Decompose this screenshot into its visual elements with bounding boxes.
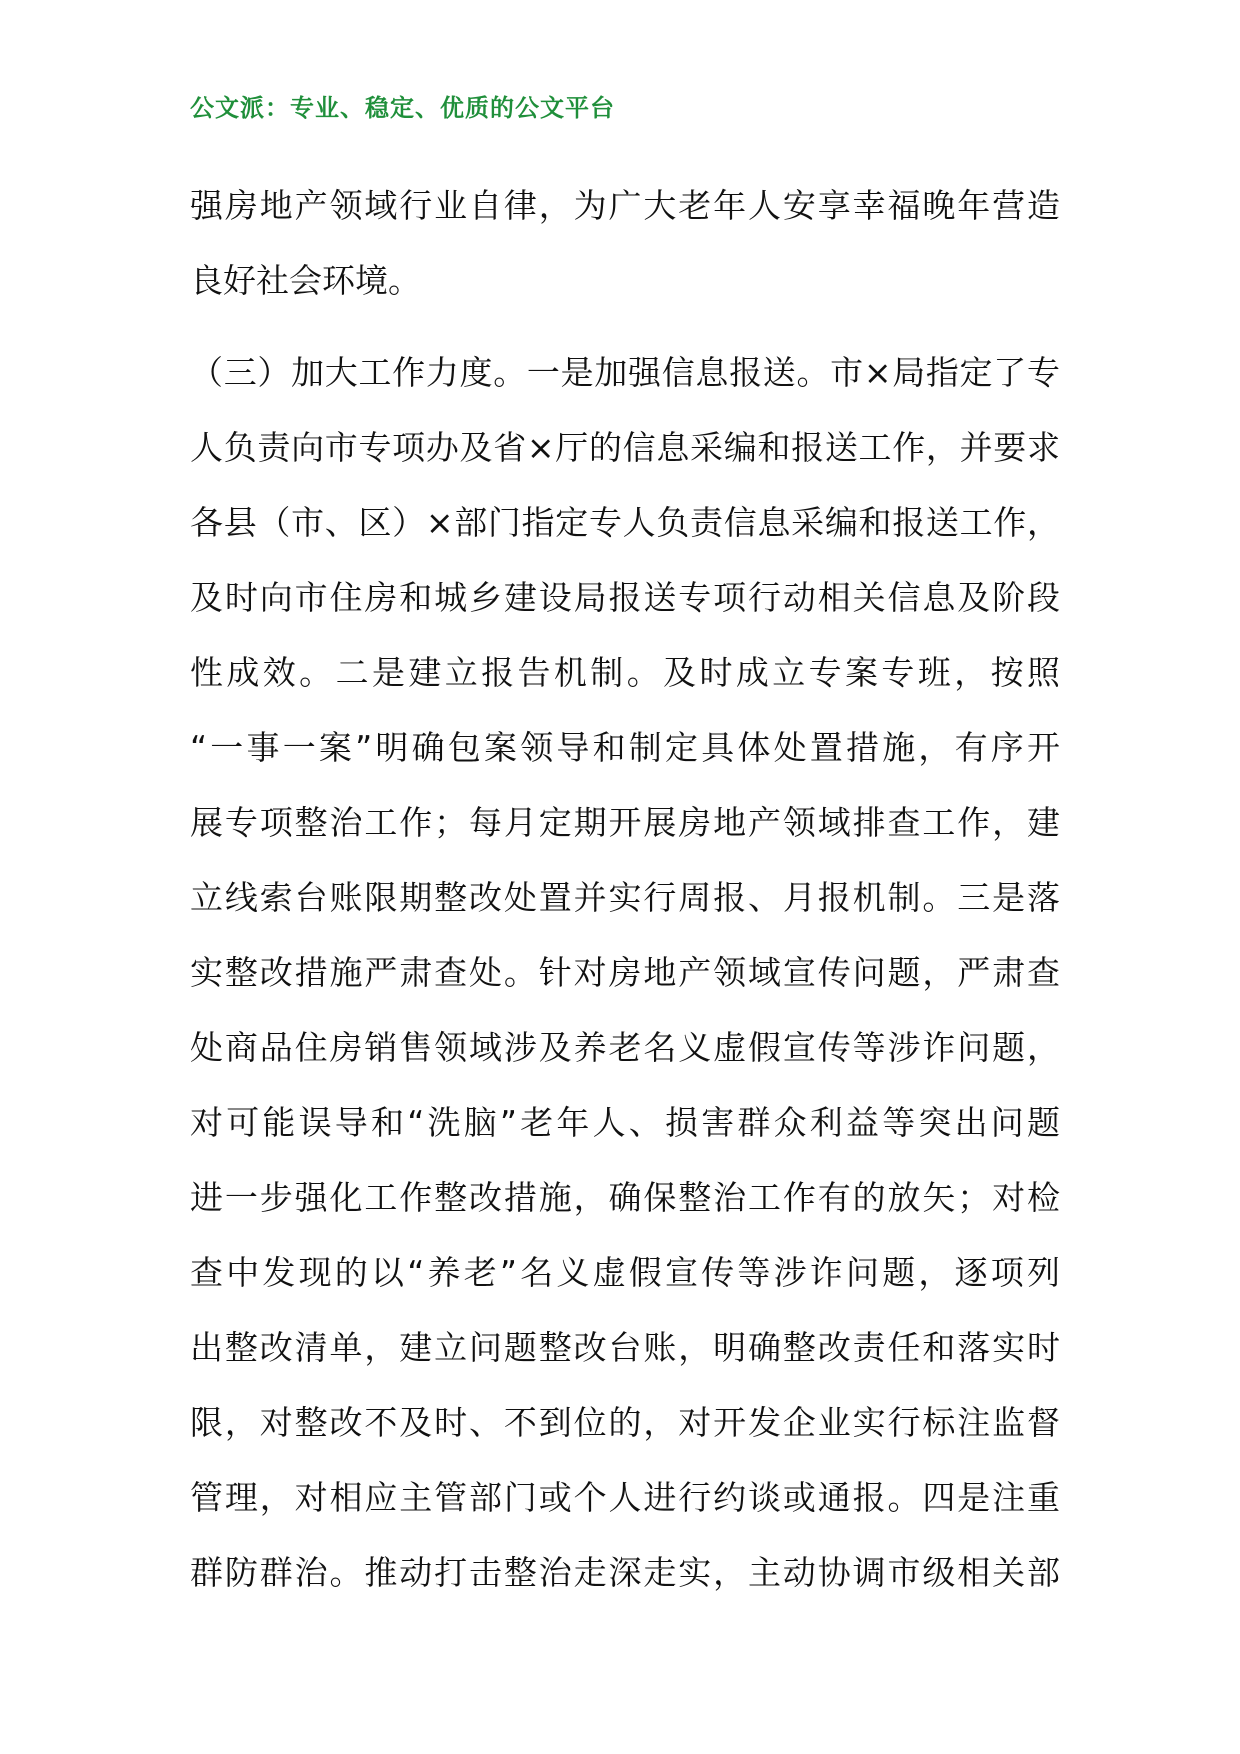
text-line: 立线索台账限期整改处置并实行周报、月报机制。三是落 xyxy=(190,878,1060,917)
paragraph-1 xyxy=(190,168,1060,318)
text-line: 展专项整治工作；每月定期开展房地产领域排查工作，建 xyxy=(190,803,1060,842)
text-line: “一事一案”明确包案领导和制定具体处置措施，有序开 xyxy=(190,728,1060,767)
text-line: 出整改清单，建立问题整改台账，明确整改责任和落实时 xyxy=(190,1328,1060,1367)
text-line: 良好社会环境。 xyxy=(190,261,421,300)
text-line: 各县（市、区）×部门指定专人负责信息采编和报送工作， xyxy=(190,503,1060,542)
text-line: 人负责向市专项办及省×厅的信息采编和报送工作，并要求 xyxy=(190,428,1060,467)
text-line: 实整改措施严肃查处。针对房地产领域宣传问题，严肃查 xyxy=(190,953,1060,992)
text-line: 强房地产领域行业自律，为广大老年人安享幸福晚年营造 xyxy=(190,186,1060,225)
text-line: 管理，对相应主管部门或个人进行约谈或通报。四是注重 xyxy=(190,1478,1060,1517)
text-line: 群防群治。推动打击整治走深走实，主动协调市级相关部 xyxy=(190,1553,1060,1592)
text-line: 处商品住房销售领域涉及养老名义虚假宣传等涉诈问题， xyxy=(190,1028,1060,1067)
text-line: （三）加大工作力度。一是加强信息报送。市×局指定了专 xyxy=(190,353,1060,392)
page-header: 公文派：专业、稳定、优质的公文平台 xyxy=(190,94,615,122)
text-line: 及时向市住房和城乡建设局报送专项行动相关信息及阶段 xyxy=(190,578,1060,617)
text-line: 进一步强化工作整改措施，确保整治工作有的放矢；对检 xyxy=(190,1178,1060,1217)
document-body xyxy=(190,168,1060,1610)
text-line: 对可能误导和“洗脑”老年人、损害群众利益等突出问题 xyxy=(190,1103,1060,1142)
text-line: 限，对整改不及时、不到位的，对开发企业实行标注监督 xyxy=(190,1403,1060,1442)
text-line: 查中发现的以“养老”名义虚假宣传等涉诈问题，逐项列 xyxy=(190,1253,1060,1292)
paragraph-2 xyxy=(190,335,1060,1610)
text-line: 性成效。二是建立报告机制。及时成立专案专班，按照 xyxy=(190,653,1060,692)
